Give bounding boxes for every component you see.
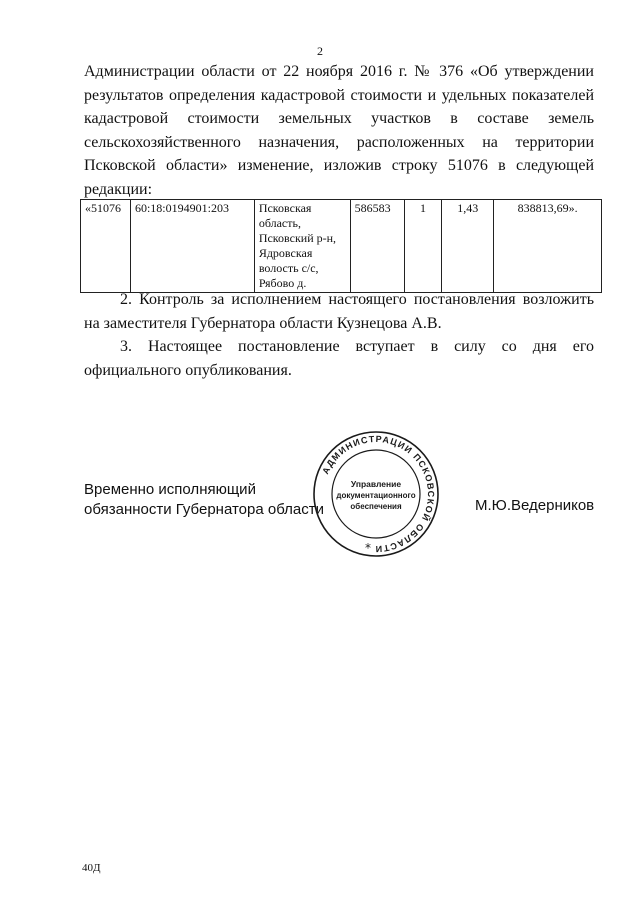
text-line: редакции: xyxy=(84,180,153,198)
position-line: обязанности Губернатора области xyxy=(84,501,324,518)
address-line: Рябово д. xyxy=(258,276,307,290)
cell-address xyxy=(254,200,350,293)
cell-rate: 1,43 xyxy=(442,200,494,293)
text-line: Администрации области от 22 ноября 2016 г. № 376 «Об утверждении xyxy=(84,63,594,80)
text-line: Псковской области» изменение, изложив строку 51076 в следующей xyxy=(84,157,594,174)
text-line: официального опубликования. xyxy=(84,361,292,379)
cell-row-number: «51076 xyxy=(81,200,131,293)
paragraph-effective xyxy=(84,335,594,382)
paragraph-amendment xyxy=(84,60,594,201)
cell-group: 1 xyxy=(404,200,442,293)
text-line: результатов определения кадастровой стоимости и удельных показателей xyxy=(84,86,594,104)
paragraph-control xyxy=(84,288,594,335)
cell-area: 586583 xyxy=(350,200,404,293)
cell-cadastral-number: 60:18:0194901:203 xyxy=(130,200,254,293)
signatory-position xyxy=(84,480,324,520)
address-line: Псковский р-н, xyxy=(258,231,337,245)
seal-inner-line: документационного xyxy=(336,491,416,500)
text-line: сельскохозяйственного назначения, расположенных на территории xyxy=(84,133,594,151)
text-line: кадастровой стоимости земельных участков в составе земель xyxy=(84,110,594,127)
text-line: 3. Настоящее постановление вступает в силу со дня его xyxy=(120,338,594,355)
cadastral-table xyxy=(80,199,602,293)
text-line: 2. Контроль за исполнением настоящего постановления возложить xyxy=(120,291,594,308)
address-line: Псковская xyxy=(258,201,312,215)
seal-inner-line: обеспечения xyxy=(350,502,402,511)
address-line: область, xyxy=(258,216,301,230)
seal-star: * xyxy=(365,541,371,555)
address-line: волость с/с, xyxy=(258,261,319,275)
seal-outer-text: АДМИНИСТРАЦИИ ПСКОВСКОЙ ОБЛАСТИ xyxy=(320,433,437,555)
signatory-name: М.Ю.Ведерников xyxy=(475,497,595,514)
official-seal xyxy=(312,430,440,558)
seal-inner-line: Управление xyxy=(350,479,402,489)
address-line: Ядровская xyxy=(258,246,313,260)
document-code: 40Д xyxy=(82,862,101,874)
text-line: на заместителя Губернатора области Кузнецова А.В. xyxy=(84,314,442,332)
page-number: 2 xyxy=(317,44,323,58)
cell-cost: 838813,69». xyxy=(494,200,602,293)
position-line: Временно исполняющий xyxy=(84,481,256,498)
table-row xyxy=(81,200,602,293)
